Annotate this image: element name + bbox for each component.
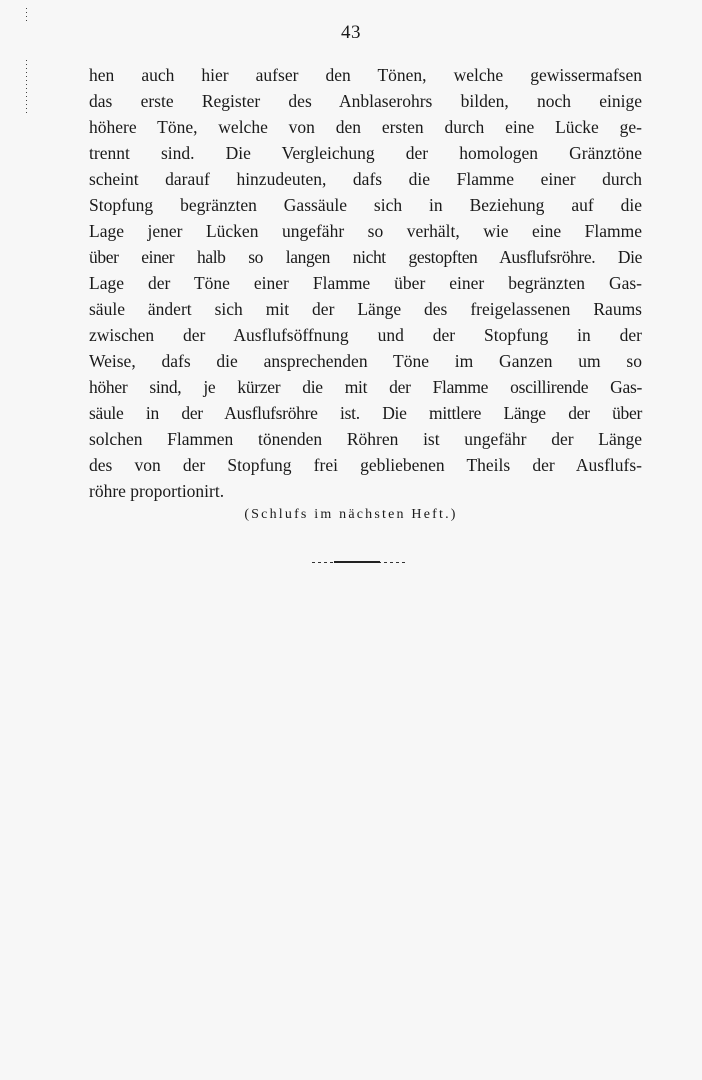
margin-scan-marks (26, 8, 27, 22)
text-line: höher sind, je kürzer die mit der Flamme oscillirende Gas- (89, 377, 642, 397)
text-line: säule in der Ausflufsröhre ist. Die mittlere Länge der über (89, 403, 642, 423)
text-line: hen auch hier aufser den Tönen, welche gewissermafsen (89, 65, 642, 85)
ornamental-rule-icon (312, 561, 406, 564)
text-line: höhere Töne, welche von den ersten durch eine Lücke ge- (89, 117, 642, 137)
text-line: trennt sind. Die Vergleichung der homologen Gränztöne (89, 143, 642, 163)
text-line: des von der Stopfung frei gebliebenen Theils der Ausflufs- (89, 455, 642, 475)
body-text (89, 62, 642, 504)
text-line: über einer halb so langen nicht gestopften Ausflufsröhre. Die (89, 247, 642, 267)
continuation-note: (Schlufs im nächsten Heft.) (244, 507, 458, 522)
text-line: zwischen der Ausflufsöffnung und der Stopfung in der (89, 325, 642, 345)
text-line: Lage der Töne einer Flamme über einer begränzten Gas- (89, 273, 642, 293)
text-line: Weise, dafs die ansprechenden Töne im Ganzen um so (89, 351, 642, 371)
margin-scan-marks (26, 60, 27, 116)
text-line: säule ändert sich mit der Länge des freigelassenen Raums (89, 299, 642, 319)
text-line: Stopfung begränzten Gassäule sich in Beziehung auf die (89, 195, 642, 215)
text-line: röhre proportionirt. (89, 481, 225, 501)
text-line: Lage jener Lücken ungefähr so verhält, wie eine Flamme (89, 221, 642, 241)
text-line: solchen Flammen tönenden Röhren ist ungefähr der Länge (89, 429, 642, 449)
page-number: 43 (341, 22, 361, 43)
text-line: scheint darauf hinzudeuten, dafs die Flamme einer durch (89, 169, 642, 189)
text-line: das erste Register des Anblaserohrs bilden, noch einige (89, 91, 642, 111)
